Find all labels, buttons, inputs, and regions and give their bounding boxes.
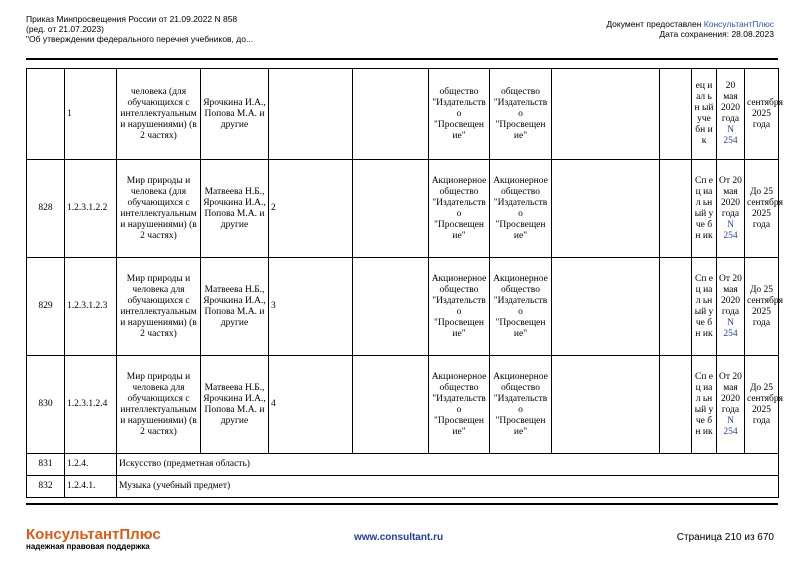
document-header-right — [606, 19, 774, 39]
order-number-link[interactable]: N 254 — [723, 219, 738, 241]
authors-cell: Ярочкина И.А., Попова М.А. и другие — [201, 69, 269, 160]
consultant-logo: КонсультантПлюс — [26, 526, 161, 543]
empty-cell — [660, 160, 692, 258]
order-date-text: От 20 мая 2020 года — [719, 175, 742, 219]
authors-cell: Матвеева Н.Б., Ярочкина И.А., Попова М.А. и другие — [201, 356, 269, 454]
valid-until-cell: сентября 2025 года — [745, 69, 779, 160]
table-row — [27, 160, 779, 258]
special-textbook-cell: ец иал ьн ый уче бн ик — [692, 69, 717, 160]
publisher-cell-2: общество "Издательств о "Просвещен ие" — [490, 69, 552, 160]
valid-until-cell: До 25 сентября 2025 года — [745, 258, 779, 356]
publisher-cell-2: Акционерное общество "Издательств о "Просвещен ие" — [490, 160, 552, 258]
approval-order-cell — [717, 69, 745, 160]
empty-cell — [660, 356, 692, 454]
empty-cell — [660, 69, 692, 160]
code-cell: 1.2.3.1.2.2 — [65, 160, 117, 258]
grade-cell — [269, 69, 353, 160]
special-textbook-cell: Сп ец иал ьн ый уче бн ик — [692, 258, 717, 356]
title-cell: Мир природы и человека для обучающихся с интеллектуальным и нарушениями) (в 2 частях) — [117, 258, 201, 356]
order-number-link[interactable]: N 254 — [723, 317, 738, 339]
order-number-link[interactable]: N 254 — [723, 415, 738, 437]
publisher-cell: общество "Издательств о "Просвещен ие" — [429, 69, 490, 160]
publisher-cell-2: Акционерное общество "Издательств о "Просвещен ие" — [490, 356, 552, 454]
header-divider — [26, 58, 778, 60]
header-line-2: (ред. от 21.07.2023) — [26, 24, 104, 34]
approval-order-cell — [717, 160, 745, 258]
order-date-text: От 20 мая 2020 года — [719, 273, 742, 317]
section-row — [27, 476, 779, 498]
document-header-left — [26, 14, 253, 44]
publisher-cell-2: Акционерное общество "Издательств о "Просвещен ие" — [490, 258, 552, 356]
row-number-cell: 830 — [27, 356, 65, 454]
consultant-url-link[interactable]: www.consultant.ru — [354, 532, 444, 543]
header-line-3: "Об утверждении федерального перечня учебников, до... — [26, 34, 254, 44]
title-cell: Мир природы и человека для обучающихся с интеллектуальным и нарушениями) (в 2 частях) — [117, 356, 201, 454]
save-date: Дата сохранения: 28.08.2023 — [659, 29, 774, 39]
table-row — [27, 69, 779, 160]
approval-order-cell — [717, 356, 745, 454]
publisher-cell: Акционерное общество "Издательств о "Просвещен ие" — [429, 356, 490, 454]
row-number-cell: 831 — [27, 454, 65, 476]
textbook-table — [26, 68, 783, 498]
authors-cell: Матвеева Н.Б., Ярочкина И.А., Попова М.А. и другие — [201, 160, 269, 258]
footer-tagline: надежная правовая поддержка — [26, 542, 150, 551]
order-number-link[interactable]: N 254 — [723, 125, 738, 146]
table-row — [27, 356, 779, 454]
section-title-cell: Искусство (предметная область) — [117, 454, 779, 476]
approval-order-cell — [717, 258, 745, 356]
publisher-cell: Акционерное общество "Издательств о "Просвещен ие" — [429, 258, 490, 356]
order-date-text: 20 мая 2020 года — [721, 81, 740, 124]
row-number-cell: 829 — [27, 258, 65, 356]
page-counter: Страница 210 из 670 — [676, 532, 774, 543]
row-number-cell: 828 — [27, 160, 65, 258]
code-cell: 1.2.3.1.2.4 — [65, 356, 117, 454]
provided-by-prefix: Документ предоставлен — [606, 19, 704, 29]
table-row — [27, 258, 779, 356]
section-row — [27, 454, 779, 476]
provided-by — [606, 19, 774, 29]
authors-cell: Матвеева Н.Б., Ярочкина И.А., Попова М.А. и другие — [201, 258, 269, 356]
title-cell: человека (для обучающихся с интеллектуальным и нарушениями) (в 2 частях) — [117, 69, 201, 160]
empty-cell — [353, 356, 429, 454]
empty-cell — [552, 356, 660, 454]
empty-cell — [552, 69, 660, 160]
header-line-1: Приказ Минпросвещения России от 21.09.2022 N 858 — [26, 14, 238, 24]
grade-cell: 2 — [269, 160, 353, 258]
footer-divider — [26, 503, 778, 505]
publisher-cell: Акционерное общество "Издательств о "Просвещен ие" — [429, 160, 490, 258]
grade-cell: 4 — [269, 356, 353, 454]
empty-cell — [660, 258, 692, 356]
valid-until-cell: До 25 сентября 2025 года — [745, 160, 779, 258]
empty-cell — [552, 258, 660, 356]
empty-cell — [353, 69, 429, 160]
empty-cell — [552, 160, 660, 258]
title-cell: Мир природы и человека (для обучающихся с интеллектуальным и нарушениями) (в 2 частях) — [117, 160, 201, 258]
empty-cell — [353, 160, 429, 258]
special-textbook-cell: Сп ец иал ьн ый уче бн ик — [692, 160, 717, 258]
valid-until-cell: До 25 сентября 2025 года — [745, 356, 779, 454]
section-title-cell: Музыка (учебный предмет) — [117, 476, 779, 498]
code-cell: 1.2.3.1.2.3 — [65, 258, 117, 356]
row-number-cell: 832 — [27, 476, 65, 498]
row-number-cell — [27, 69, 65, 160]
grade-cell: 3 — [269, 258, 353, 356]
code-cell: 1.2.4. — [65, 454, 117, 476]
special-textbook-cell: Сп ец иал ьн ый уче бн ик — [692, 356, 717, 454]
empty-cell — [353, 258, 429, 356]
order-date-text: От 20 мая 2020 года — [719, 371, 742, 415]
provider-brand-link[interactable]: КонсультантПлюс — [703, 19, 774, 29]
code-cell: 1.2.4.1. — [65, 476, 117, 498]
code-cell: 1 — [65, 69, 117, 160]
